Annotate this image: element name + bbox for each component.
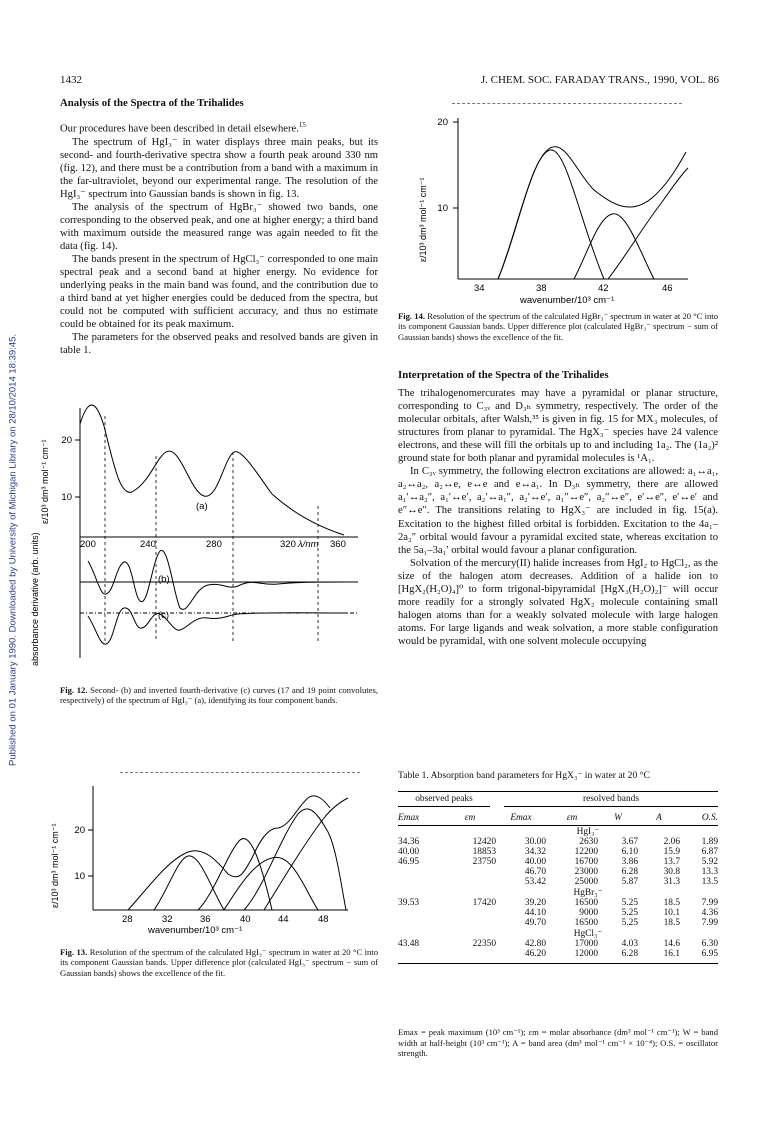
label-a: (a) bbox=[196, 501, 208, 512]
table-cell: 40.00 bbox=[398, 846, 420, 857]
table-cell bbox=[444, 908, 496, 918]
species-label: HgBr₃⁻ bbox=[573, 887, 603, 898]
x-tick: 36 bbox=[200, 914, 211, 925]
table-row bbox=[398, 918, 718, 928]
group-resolved: resolved bands bbox=[504, 794, 718, 807]
journal-header: J. CHEM. SOC. FARADAY TRANS., 1990, VOL. 86 bbox=[480, 74, 719, 86]
table-cell: 4.03 bbox=[621, 938, 638, 949]
table-row bbox=[398, 949, 718, 959]
y-axis-label: ε/10³ dm³ mol⁻¹ cm⁻¹ bbox=[40, 439, 50, 524]
table-cell: 49.70 bbox=[524, 917, 546, 928]
table-cell: 12200 bbox=[574, 846, 598, 857]
table-cell: 44.10 bbox=[524, 907, 546, 918]
group-observed: observed peaks bbox=[398, 794, 490, 807]
species-label: HgI₃⁻ bbox=[576, 826, 600, 837]
band-1 bbox=[154, 856, 224, 910]
table-cell: 18853 bbox=[472, 846, 496, 857]
absorption-table bbox=[398, 791, 718, 964]
page-number: 1432 bbox=[60, 74, 82, 86]
table-row bbox=[398, 939, 718, 949]
table-cell bbox=[398, 867, 444, 877]
section-heading: Interpretation of the Spectra of the Trihalides bbox=[398, 369, 609, 381]
y-tick: 10 bbox=[437, 203, 448, 214]
table-cell: 42.80 bbox=[524, 938, 546, 949]
species-label: HgCl₃⁻ bbox=[573, 928, 603, 939]
table-cell: 12420 bbox=[472, 836, 496, 847]
col-header: Emax bbox=[510, 812, 532, 823]
paragraph: Our procedures have been described in detail elsewhere.$^{15}$ bbox=[60, 121, 306, 135]
paragraph: The spectrum of HgI₃⁻ in water displays three main peaks, but its second- and fourth-derivative spectra show a fourth peak around 330 nm (fig. 12), and there must be a contribution from a band with a maximum in the far-ultraviolet, beyond our experimental range. The resolution of the HgI₃⁻ spectrum into Gaussian bands is shown in fig. 13. bbox=[60, 136, 378, 200]
band-2 bbox=[574, 214, 654, 279]
table-cell: 5.87 bbox=[621, 876, 638, 887]
difference-plot-line bbox=[452, 103, 682, 104]
table-row bbox=[398, 857, 718, 867]
table-row bbox=[398, 908, 718, 918]
figure-13 bbox=[28, 778, 380, 938]
table-cell: 9000 bbox=[579, 907, 598, 918]
table-cell: 3.67 bbox=[621, 836, 638, 847]
y-axis-label: ε/10³ dm³ mol⁻¹ cm⁻¹ bbox=[50, 823, 60, 908]
table-cell: 31.3 bbox=[663, 876, 680, 887]
table-cell: 2.06 bbox=[663, 836, 680, 847]
paragraph: The parameters for the observed peaks and resolved bands are given in table 1. bbox=[60, 332, 378, 357]
x-tick: 280 bbox=[206, 539, 222, 550]
paragraph: The bands present in the spectrum of HgCl₃⁻ corresponded to one main spectral peak and a second band at higher energy. No evidence for underlying peaks in the main band was found, and the contribution due to a third band at yet higher energies could be deduced from the spectra, but could not be computed with sufficient accuracy, and thus no estimate could be obtained for its peak maximum. bbox=[60, 254, 378, 331]
col-header: Emax bbox=[398, 812, 420, 823]
table-row bbox=[398, 847, 718, 857]
table-cell: 17420 bbox=[472, 897, 496, 908]
x-tick: 34 bbox=[474, 283, 485, 294]
table-cell: 46.95 bbox=[398, 856, 420, 867]
table-cell: 2630 bbox=[579, 836, 598, 847]
caption-label: Fig. 12. bbox=[60, 685, 88, 695]
paragraph: The analysis of the spectrum of HgBr₃⁻ showed two bands, one corresponding to the observed peak, and one at higher energy; a third band with maximum outside the measured range was again needed to fit the data (fig. 14). bbox=[60, 201, 378, 252]
x-unit: λ/nm bbox=[298, 539, 319, 550]
table-cell bbox=[398, 949, 444, 959]
x-tick: 42 bbox=[598, 283, 609, 294]
band-1 bbox=[498, 150, 604, 279]
band-4 bbox=[244, 809, 346, 910]
table-cell: 39.20 bbox=[524, 897, 546, 908]
right-text-block bbox=[398, 369, 718, 648]
table-cell: 4.36 bbox=[701, 907, 718, 918]
caption-label: Fig. 13. bbox=[60, 947, 88, 957]
table-cell: 15.9 bbox=[663, 846, 680, 857]
difference-plot-line bbox=[120, 772, 360, 773]
table-row bbox=[398, 877, 718, 887]
x-tick: 46 bbox=[662, 283, 673, 294]
table-footnote: Emax = peak maximum (10³ cm⁻¹); εm = molar absorbance (dm³ mol⁻¹ cm⁻¹); W = band width at half-height (10³ cm⁻¹); A = band area (dm³ mol⁻¹ cm⁻¹ × 10⁻⁴); O.S. = oscillator strength. bbox=[398, 1027, 718, 1059]
table-cell: 13.7 bbox=[663, 856, 680, 867]
table-cell: 5.92 bbox=[701, 856, 718, 867]
table-cell: 14.6 bbox=[663, 938, 680, 949]
table-cell: 10.1 bbox=[663, 907, 680, 918]
table-cell: 39.53 bbox=[398, 897, 420, 908]
table-cell: 46.70 bbox=[524, 866, 546, 877]
table-cell: 16500 bbox=[574, 917, 598, 928]
table-cell: 34.36 bbox=[398, 836, 420, 847]
table-cell: 6.95 bbox=[701, 948, 718, 959]
col-header: A bbox=[656, 812, 662, 823]
paragraph: The trihalogenomercurates may have a pyramidal or planar structure, corresponding to C₃ᵥ and D₃ₕ symmetry, respectively. The order of the molecular orbitals, after Walsh,³⁵ is given in fig. 15 for MX₃ molecules, of structures from planar to pyramidal. The HgX₃⁻ species have 24 valence electrons, and these will fill the orbitals up to and including 1a₂. The (1a₂)² ground state for both planar and pyramidal molecules is ¹A₁. bbox=[398, 388, 718, 465]
label-c: (c) bbox=[158, 610, 170, 621]
col-header: O.S. bbox=[701, 812, 718, 823]
col-header: W bbox=[614, 812, 622, 823]
x-tick: 44 bbox=[278, 914, 289, 925]
table-cell: 18.5 bbox=[663, 897, 680, 908]
y-axis-label-derivative: absorbance derivative (arb. units) bbox=[30, 532, 40, 666]
table-cell: 1.89 bbox=[701, 836, 718, 847]
y-axis-label: ε/10³ dm³ mol⁻¹ cm⁻¹ bbox=[418, 177, 428, 262]
table-row bbox=[398, 867, 718, 877]
table-cell bbox=[444, 877, 496, 887]
table-cell: 16700 bbox=[574, 856, 598, 867]
figure-14 bbox=[408, 112, 698, 308]
table-cell: 6.28 bbox=[621, 866, 638, 877]
table-row bbox=[398, 898, 718, 908]
table-cell: 12000 bbox=[574, 948, 598, 959]
table-cell: 5.25 bbox=[621, 897, 638, 908]
figure-13-caption bbox=[60, 947, 378, 978]
x-tick: 48 bbox=[318, 914, 329, 925]
table-cell bbox=[444, 949, 496, 959]
table-cell: 13.5 bbox=[701, 876, 718, 887]
table-caption: Table 1. Absorption band parameters for HgX₃⁻ in water at 20 °C bbox=[398, 770, 650, 781]
caption-label: Fig. 14. bbox=[398, 311, 426, 321]
caption-text: Resolution of the spectrum of the calculated HgBr₃⁻ spectrum in water at 20 °C into its component Gaussian bands. Upper difference plot (calculated HgBr₃⁻ spectrum − sum of Gaussian bands) shows the excellence of the fit. bbox=[398, 311, 718, 342]
table-cell: 17000 bbox=[574, 938, 598, 949]
band-2 bbox=[198, 839, 272, 910]
table-cell: 13.3 bbox=[701, 866, 718, 877]
table-cell bbox=[398, 918, 444, 928]
x-tick: 320 bbox=[280, 539, 296, 550]
table-cell: 30.00 bbox=[524, 836, 546, 847]
band-3 bbox=[608, 168, 688, 279]
y-tick: 10 bbox=[74, 871, 85, 882]
paragraph: Solvation of the mercury(II) halide increases from HgI₂ to HgCl₂, as the size of the halogen atom decreases. Addition of a halide ion to [HgX₂(H₂O)₄]⁰ to form trigonal-bipyramidal [HgX₃(H₂O)₂]⁻ will occur more readily for a strongly solvated HgX₂ molecule containing small halogen atoms than for a weakly solvated molecule with large halogen atoms. For large ligands and weak solvation, a more stable configuration would be pyramidal, with one solvent molecule occupying bbox=[398, 557, 718, 647]
x-tick: 240 bbox=[140, 539, 156, 550]
y-tick: 20 bbox=[437, 117, 448, 128]
x-tick: 200 bbox=[80, 539, 96, 550]
table-cell: 43.48 bbox=[398, 938, 420, 949]
table-cell: 46.20 bbox=[524, 948, 546, 959]
figure-14-caption bbox=[398, 311, 718, 342]
col-header: εm bbox=[566, 812, 578, 823]
table-cell: 34.32 bbox=[524, 846, 546, 857]
curve-a bbox=[80, 405, 344, 535]
table-row bbox=[398, 837, 718, 847]
table-cell: 40.00 bbox=[524, 856, 546, 867]
table-cell: 6.87 bbox=[701, 846, 718, 857]
label-b: (b) bbox=[158, 574, 170, 585]
caption-text: Second- (b) and inverted fourth-derivative (c) curves (17 and 19 point convolutes, respectively) of the spectrum of HgI₃⁻ (a), identifying its four component bands. bbox=[60, 685, 378, 706]
table-cell: 18.5 bbox=[663, 917, 680, 928]
section-heading: Analysis of the Spectra of the Trihalides bbox=[60, 97, 244, 109]
table-cell: 7.99 bbox=[701, 917, 718, 928]
table-cell: 6.30 bbox=[701, 938, 718, 949]
x-tick: 360 bbox=[330, 539, 346, 550]
table-cell: 53.42 bbox=[524, 876, 546, 887]
figure-12 bbox=[28, 396, 380, 668]
col-header: εm bbox=[464, 812, 476, 823]
x-axis-label: wavenumber/10³ cm⁻¹ bbox=[520, 295, 615, 306]
table-cell: 23750 bbox=[472, 856, 496, 867]
download-watermark: Published on 01 January 1990. Downloaded by University of Michigan Library on 28/10/2014 18:39:45. bbox=[7, 333, 19, 767]
table-cell: 7.99 bbox=[701, 897, 718, 908]
caption-text: Resolution of the spectrum of the calculated HgI₃⁻ spectrum in water at 20 °C into its component Gaussian bands. Upper difference plot (calculated HgI₃⁻ spectrum − sum of Gaussian bands) shows the excellence of the fit. bbox=[60, 947, 378, 978]
table-cell: 5.25 bbox=[621, 907, 638, 918]
y-tick: 20 bbox=[74, 825, 85, 836]
table-cell: 25000 bbox=[574, 876, 598, 887]
table-cell bbox=[444, 867, 496, 877]
y-tick: 10 bbox=[61, 492, 72, 503]
table-cell: 16500 bbox=[574, 897, 598, 908]
x-tick: 32 bbox=[162, 914, 173, 925]
table-cell bbox=[444, 918, 496, 928]
x-tick: 38 bbox=[536, 283, 547, 294]
table-cell bbox=[398, 908, 444, 918]
total-envelope bbox=[498, 147, 686, 279]
figure-12-caption bbox=[60, 685, 378, 706]
table-cell: 22350 bbox=[472, 938, 496, 949]
table-cell: 16.1 bbox=[663, 948, 680, 959]
curve-b bbox=[88, 550, 348, 609]
table-cell: 6.28 bbox=[621, 948, 638, 959]
left-text-block bbox=[60, 97, 378, 357]
paragraph: In C₃ᵥ symmetry, the following electron excitations are allowed: a₁↔a₁, a₂↔a₂, a₂↔e, e↔e and e↔a₁. In D₃ₕ symmetry, there are allowed a₁′↔a₂″, a₁′↔e′, a₂′↔a₁″, a₂′↔e′, a₁″↔e″, a₂″↔e″, e′↔e″, e′↔e′ and e″↔e″. The transitions relating to HgX₃⁻ are included in fig. 15(a). Excitation to the highest filled orbital is forbidden. Excitation to the 4a₁–2a₂″ orbital would favour a pyramidal excited state, whereas excitation to the 5a₁–3a₁′ orbital would favour a planar configuration. bbox=[398, 466, 718, 556]
x-tick: 28 bbox=[122, 914, 133, 925]
table-cell bbox=[398, 877, 444, 887]
table-cell: 23000 bbox=[574, 866, 598, 877]
y-tick: 20 bbox=[61, 435, 72, 446]
x-tick: 40 bbox=[240, 914, 251, 925]
x-axis-label: wavenumber/10³ cm⁻¹ bbox=[148, 925, 243, 936]
table-cell: 3.86 bbox=[621, 856, 638, 867]
table-cell: 30.8 bbox=[663, 866, 680, 877]
table-cell: 5.25 bbox=[621, 917, 638, 928]
citation: 15 bbox=[298, 121, 306, 130]
table-cell: 6.10 bbox=[621, 846, 638, 857]
